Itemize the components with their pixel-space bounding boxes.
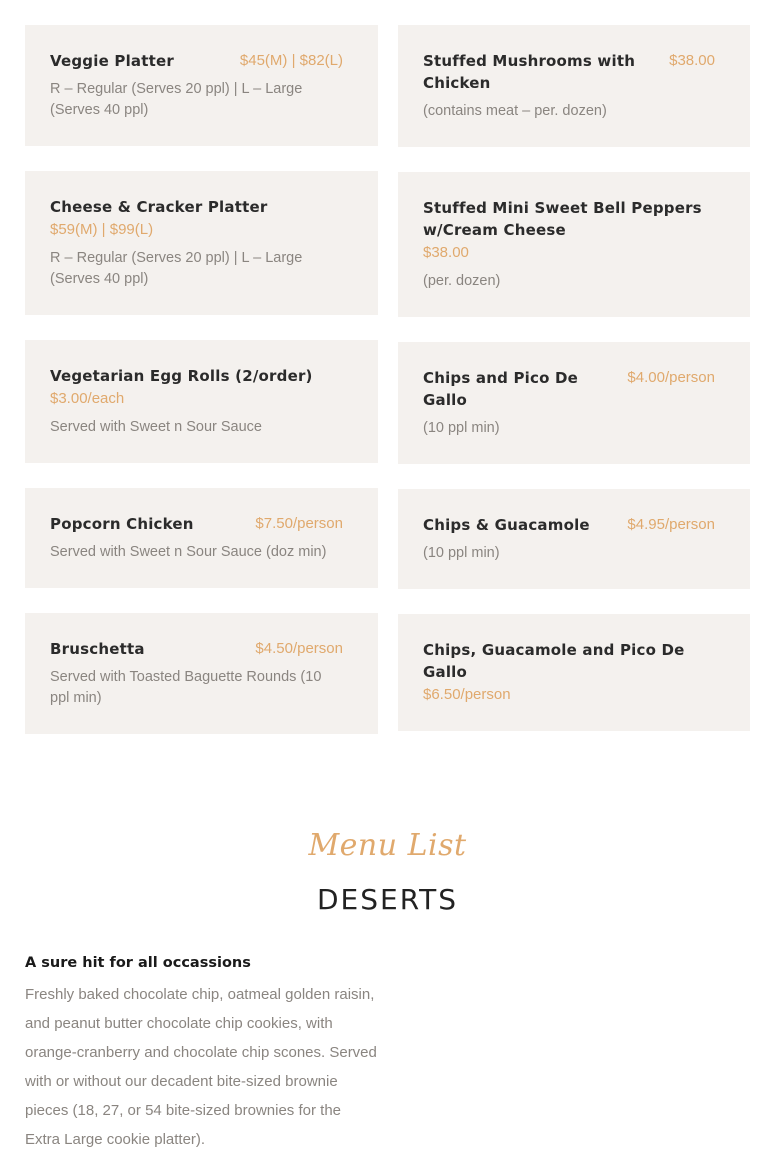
menu-item-description: (per. dozen) (423, 273, 501, 289)
menu-item-header (50, 513, 343, 535)
menu-item-price: $38.00 (669, 52, 715, 69)
menu-item-name: Bruschetta (50, 640, 145, 658)
menu-item-card (25, 613, 378, 734)
menu-item-header (423, 367, 715, 411)
menu-item-price: $38.00 (423, 244, 469, 261)
menu-item-description: Served with Toasted Baguette Rounds (10 ppl min) (50, 669, 322, 706)
menu-item-card (25, 171, 378, 315)
menu-item-description: Served with Sweet n Sour Sauce (doz min) (50, 544, 327, 560)
menu-item-card (398, 172, 750, 317)
menu-item-description: (contains meat – per. dozen) (423, 103, 607, 119)
menu-item-name: Popcorn Chicken (50, 515, 194, 533)
menu-item-card (25, 488, 378, 588)
menu-item-price: $3.00/each (50, 390, 125, 407)
menu-item-card (398, 342, 750, 464)
menu-item-name: Veggie Platter (50, 52, 174, 70)
menu-item-price: $7.50/person (255, 515, 343, 532)
menu-item-header (423, 514, 715, 536)
menu-item-name: Stuffed Mini Sweet Bell Peppers w/Cream Cheese (423, 199, 702, 239)
menu-item-name: Chips & Guacamole (423, 516, 590, 534)
menu-item-description: (10 ppl min) (423, 545, 500, 561)
menu-item-price: $45(M) | $82(L) (239, 52, 343, 69)
menu-item-price: $4.50/person (255, 640, 343, 657)
promo-body: Freshly baked chocolate chip, oatmeal golden raisin, and peanut butter chocolate chip cookies, with orange-cranberry and chocolate chip scones. Served with or without our decadent bite-sized brownie pieces (18, 27, or 54 bite-sized brownies for the Extra Large cookie platter). (25, 986, 377, 1148)
menu-item-header (423, 50, 715, 94)
menu-item-card (398, 614, 750, 731)
section-title: DESERTS (316, 883, 458, 916)
menu-item-card (25, 340, 378, 463)
menu-item-price: $4.00/person (627, 369, 715, 386)
menu-item-name: Chips, Guacamole and Pico De Gallo (423, 641, 685, 681)
menu-item-card (398, 25, 750, 147)
promo-title: A sure hit for all occassions (25, 955, 251, 971)
menu-item-description: (10 ppl min) (423, 420, 500, 436)
menu-item-name: Cheese & Cracker Platter (50, 198, 268, 216)
menu-column-left (25, 25, 378, 734)
menu-item-name: Vegetarian Egg Rolls (2/order) (50, 367, 313, 385)
menu-item-description: R – Regular (Serves 20 ppl) | L – Large (Serves 40 ppl) (50, 250, 303, 287)
menu-item-name: Stuffed Mushrooms with Chicken (423, 52, 636, 92)
menu-column-right (398, 25, 750, 731)
menu-item-price: $6.50/person (423, 686, 511, 703)
menu-item-description: Served with Sweet n Sour Sauce (50, 419, 262, 435)
menu-item-name: Chips and Pico De Gallo (423, 369, 579, 409)
menu-item-header (50, 50, 343, 72)
section-script-title: Menu List (308, 828, 467, 863)
menu-item-card (25, 25, 378, 146)
menu-item-card (398, 489, 750, 589)
menu-item-header (50, 638, 343, 660)
menu-item-description: R – Regular (Serves 20 ppl) | L – Large (Serves 40 ppl) (50, 81, 303, 118)
menu-item-price: $4.95/person (627, 516, 715, 533)
menu-item-price: $59(M) | $99(L) (50, 221, 154, 238)
